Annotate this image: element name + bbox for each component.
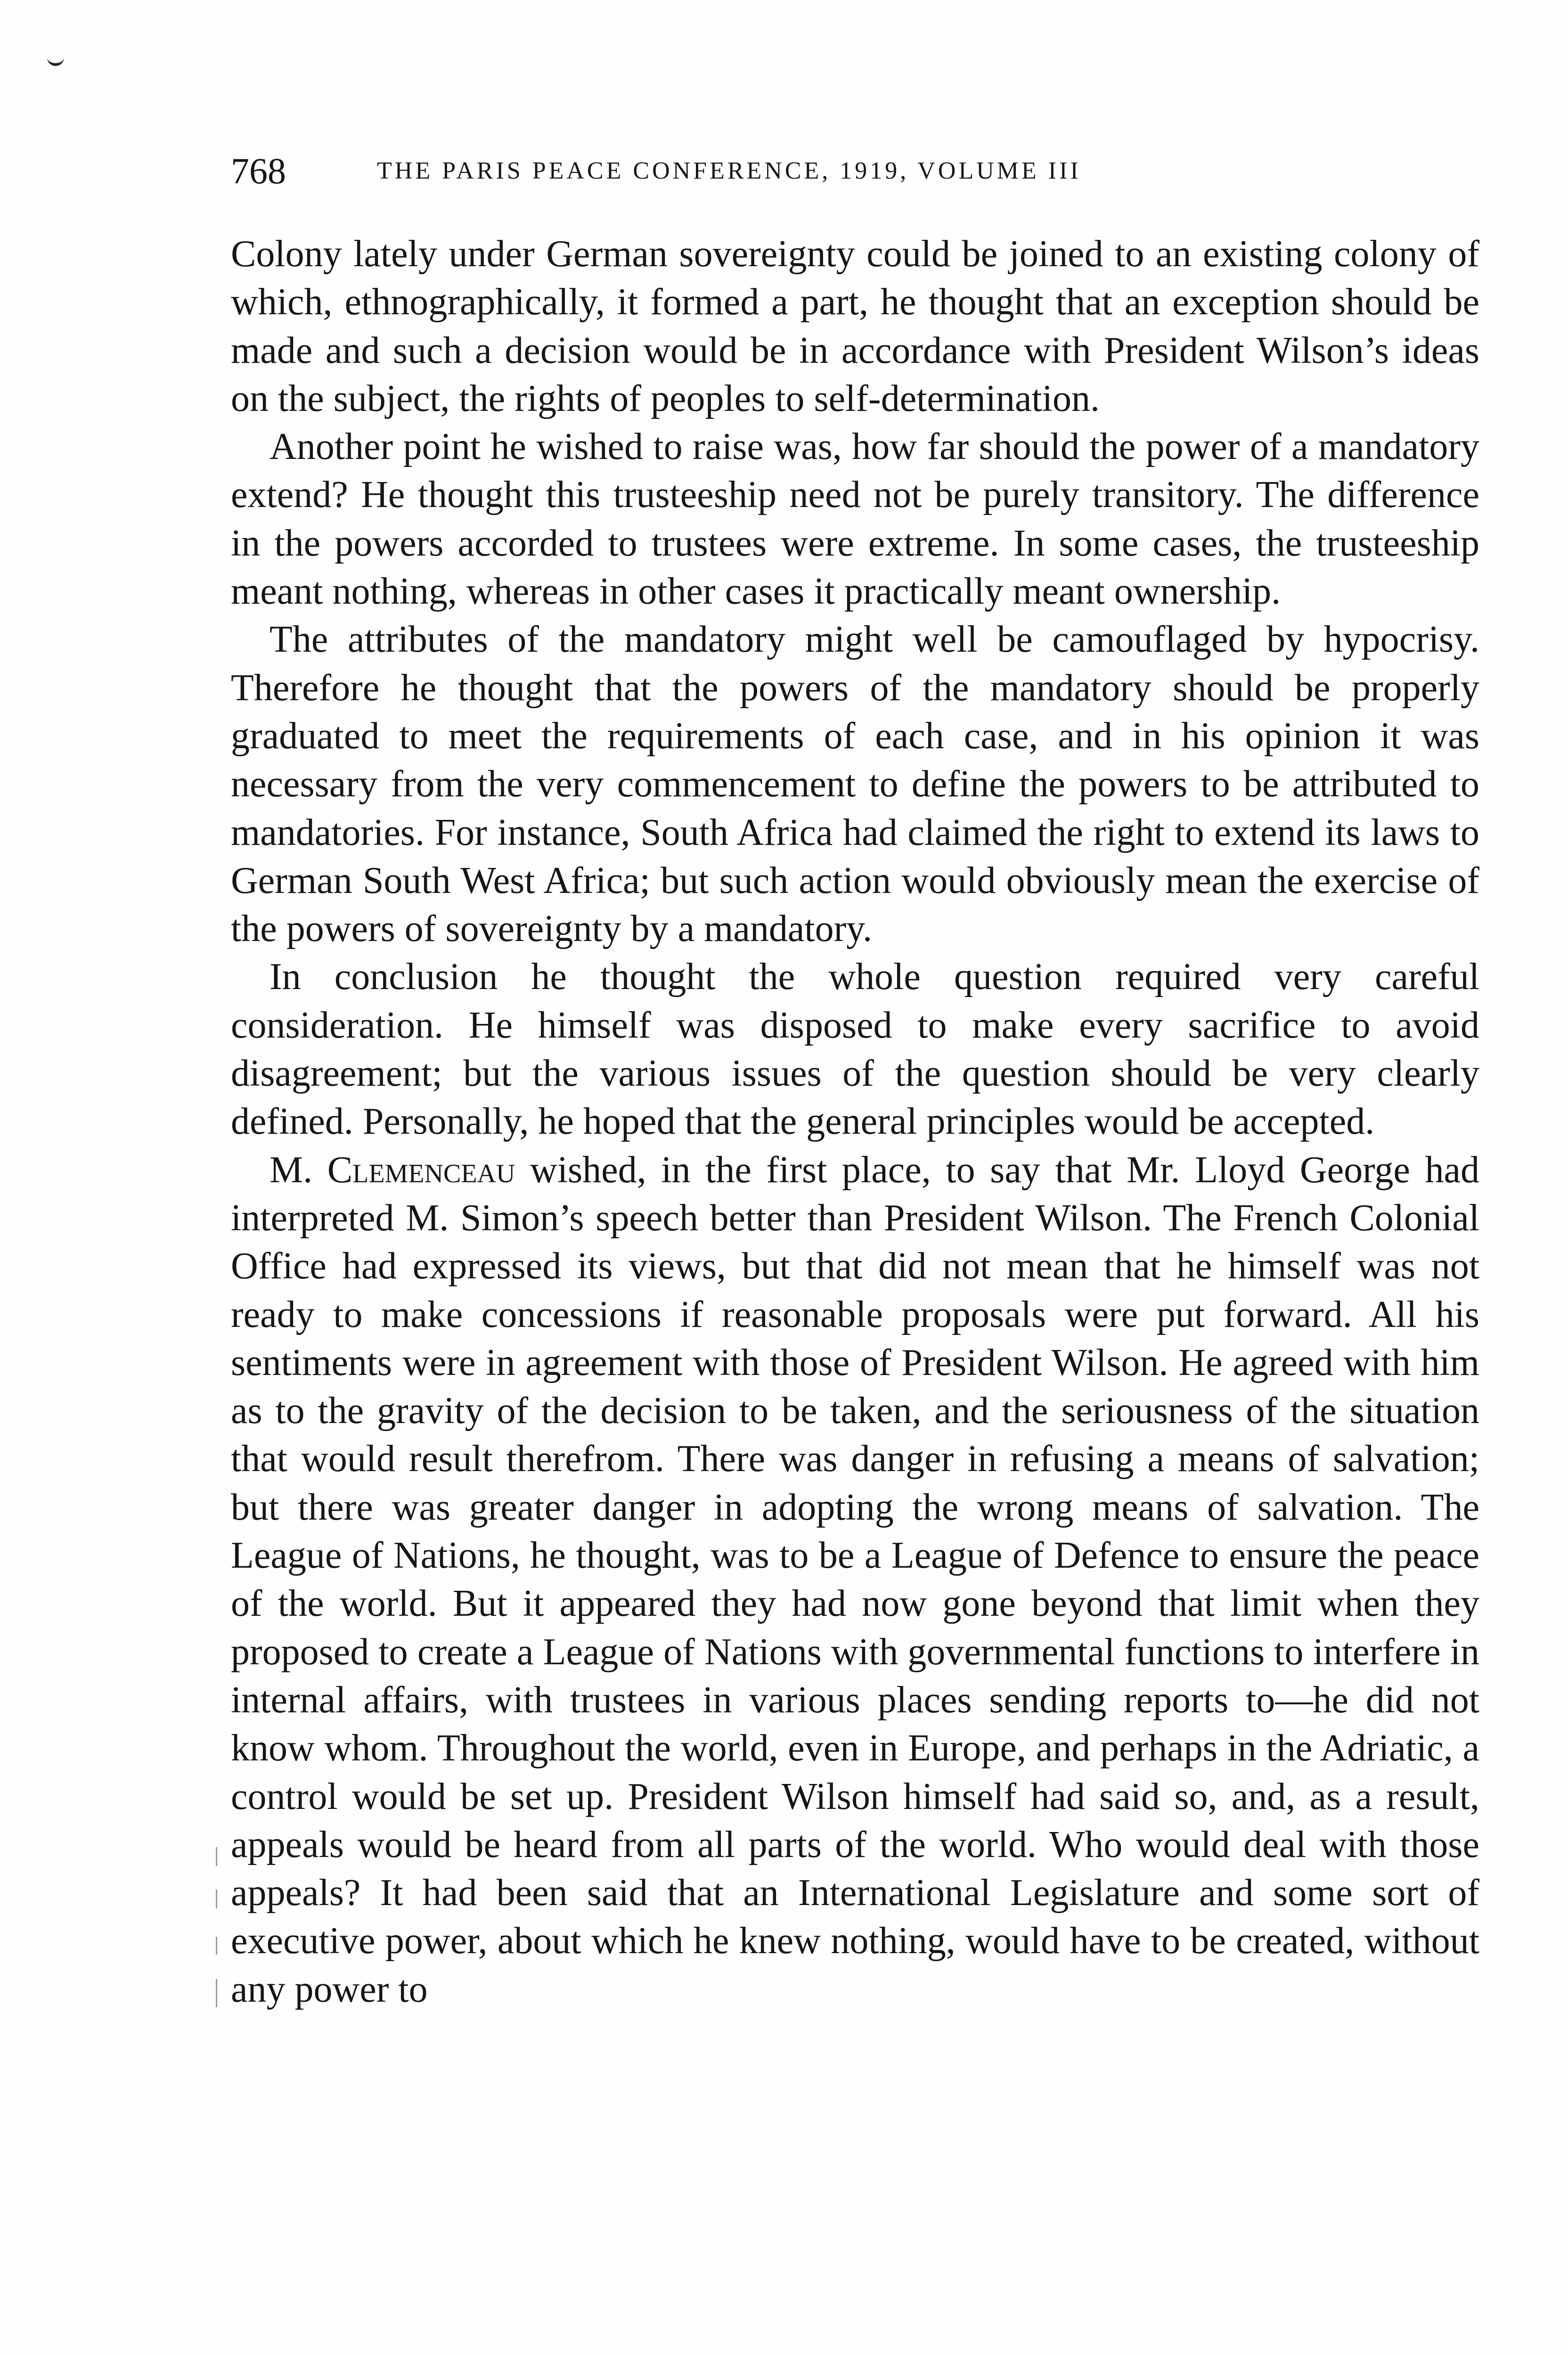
page-number: 768: [231, 150, 286, 191]
margin-marks: [212, 1838, 220, 2036]
paragraph-5: [231, 1146, 1479, 2013]
corner-mark: [47, 51, 64, 66]
paragraph-4: In conclusion he thought the whole question required very careful consideration. He himself was disposed to make every sacrifice to avoid disagreement; but the various issues of the question should be very clearly defined. Personally, he hoped that the general principles would be accepted.: [231, 956, 1479, 1143]
speaker-name: Clemenceau: [327, 1149, 515, 1191]
paragraph-1: Colony lately under German sovereignty could be joined to an existing colony of which, ethnographically, it formed a part, he thought that an exception should be made and such a decision would be in accordance with President Wilson’s ideas on the subject, the rights of peoples to self-determination.: [231, 233, 1479, 419]
paragraph-3: The attributes of the mandatory might well be camouflaged by hypocrisy. Therefore he thought that the powers of the mandatory should be properly graduated to meet the requirements of each case, and in his opinion it was necessary from the very commencement to define the powers to be attributed to mandatories. For instance, South Africa had claimed the right to extend its laws to German South West Africa; but such action would obviously mean the exercise of the powers of sovereignty by a mandatory.: [231, 619, 1479, 950]
speaker-text: wished, in the first place, to say that Mr. Lloyd George had interpreted M. Simon’s speech better than President Wilson. The French Colonial Office had expressed its views, but that did not mean that he himself was not ready to make concessions if reasonable proposals were put forward. All his sentiments were in agreement with those of President Wilson. He agreed with him as to the gravity of the decision to be taken, and the seriousness of the situation that would result therefrom. There was danger in refusing a means of salvation; but there was greater danger in adopting the wrong means of salvation. The League of Nations, he thought, was to be a League of Defence to ensure the peace of the world. But it appeared they had now gone beyond that limit when they proposed to create a League of Nations with governmental functions to interfere in internal affairs, with trustees in various places sending reports to—he did not know whom. Throughout the world, even in Europe, and perhaps in the Adriatic, a control would be set up. President Wilson himself had said so, and, as a result, appeals would be heard from all parts of the world. Who would deal with those appeals? It had been said that an International Legislature and some sort of executive power, about which he knew nothing, would have to be created, without any power to: [231, 1149, 1479, 2010]
running-header: [231, 150, 1479, 192]
speaker-prefix: M.: [270, 1149, 327, 1191]
paragraph-2: Another point he wished to raise was, how far should the power of a mandatory extend? He thought this trusteeship need not be purely transitory. The difference in the powers accorded to trustees were extreme. In some cases, the trusteeship meant nothing, whereas in other cases it practically meant ownership.: [231, 426, 1479, 613]
header-title: THE PARIS PEACE CONFERENCE, 1919, VOLUME III: [377, 157, 1081, 184]
body-text: [231, 230, 1479, 2013]
